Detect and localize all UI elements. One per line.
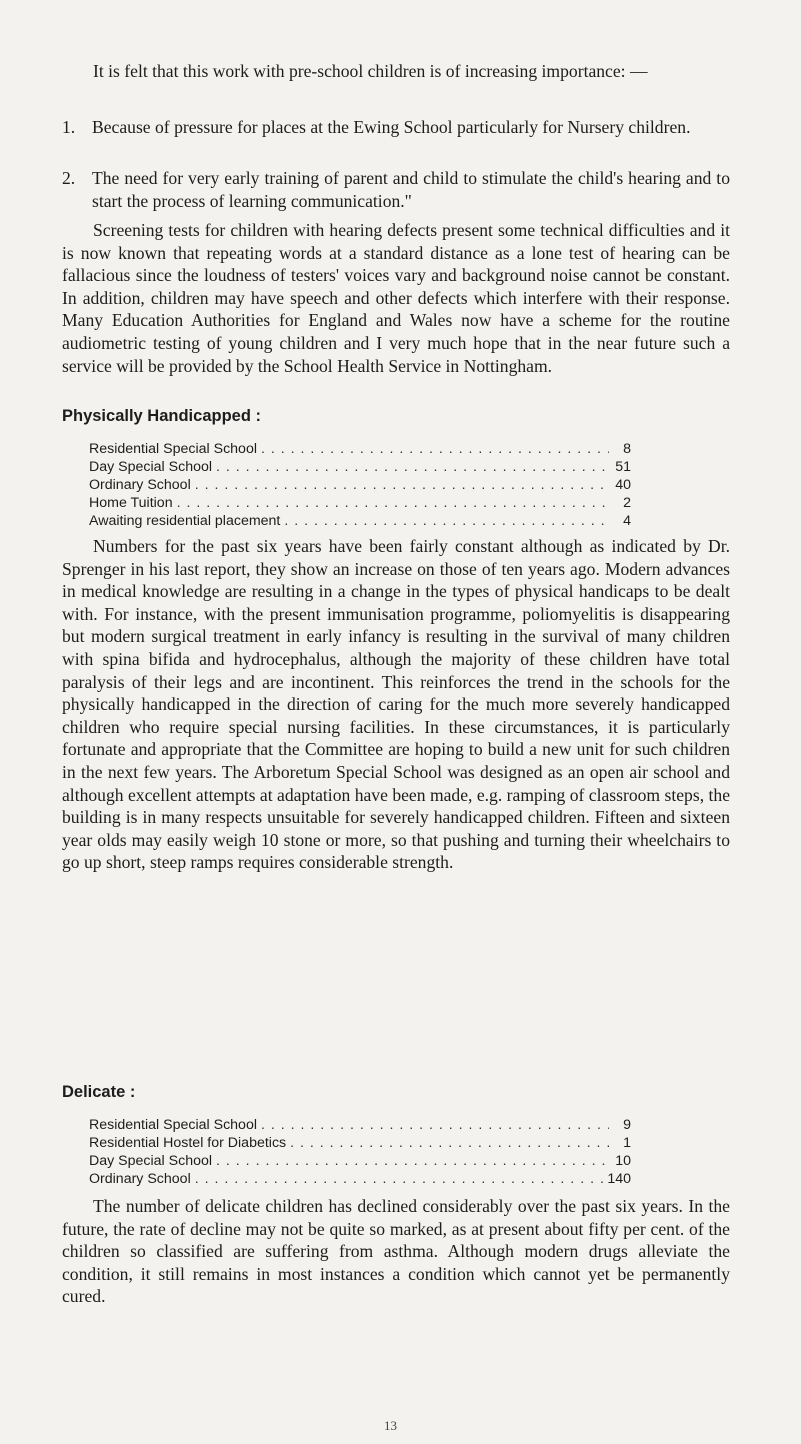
leader-dots: [286, 1134, 609, 1152]
list-item-text: The need for very early training of parent and child to stimulate the child's hearing and to start the process of learning communication.": [92, 168, 730, 211]
row-value: 40: [615, 477, 631, 494]
leader-dots: [212, 1152, 609, 1170]
table-row: [89, 476, 631, 494]
page-number: 13: [384, 1418, 397, 1433]
list-item-text: Because of pressure for places at the Ewing School particularly for Nursery children.: [92, 117, 691, 137]
physically-handicapped-paragraph: Numbers for the past six years have been fairly constant although as indicated by Dr. Sprenger in his last report, they show an increase on those of ten years ago. Modern advances in medical knowledge are resulting in a change in the types of physical handicaps to be dealt with. For instance, with the present immunisation programme, poliomyelitis is disappearing but modern surgical treatment in early infancy is resulting in the survival of many children with spina bifida and hydrocephalus, although the majority of these children have total paralysis of their legs and are incontinent. This reinforces the trend in the schools for the physically handicapped in the direction of caring for the much more severely handicapped children who require special nursing facilities. In these circumstances, it is particularly fortunate and appropriate that the Committee are hoping to build a new unit for such children in the next few years. The Arboretum Special School was designed as an open air school and although excellent attempts at adaptation have been made, e.g. ramping of classroom steps, the building is in many respects unsuitable for severely handicapped children. Fifteen and sixteen year olds may easily weigh 10 stone or more, so that pushing and turning their wheelchairs to go up short, steep ramps requires considerable strength.: [62, 536, 730, 873]
physically-handicapped-table: [89, 440, 631, 530]
row-value: 9: [623, 1117, 631, 1133]
row-value: 140: [607, 1171, 631, 1188]
row-value: 2: [623, 495, 631, 512]
row-value: 51: [615, 459, 631, 476]
row-value: 10: [615, 1153, 631, 1170]
delicate-paragraph: The number of delicate children has declined considerably over the past six years. In the future, the rate of decline may not be quite so marked, as at present about fifty per cent. of the children so classified are suffering from asthma. Although modern drugs alleviate the condition, it still remains in most instances a condition which cannot yet be permanently cured.: [62, 1196, 730, 1307]
leader-dots: [257, 440, 609, 458]
leader-dots: [257, 1116, 609, 1134]
leader-dots: [212, 458, 609, 476]
table-row: [89, 1170, 631, 1188]
row-label: Home Tuition: [89, 495, 173, 512]
row-label: Awaiting residential placement: [89, 513, 281, 530]
screening-paragraph: Screening tests for children with hearing defects present some technical difficulties and it is now known that repeating words at a standard distance as a lone test of hearing can be fallacious since the loudness of testers' voices vary and background noise cannot be constant. In addition, children may have speech and other defects which interfere with their response. Many Education Authorities for England and Wales now have a scheme for the routine audiometric testing of young children and I very much hope that in the near future such a service will be provided by the School Health Service in Nottingham.: [62, 220, 730, 376]
row-label: Residential Special School: [89, 1117, 257, 1133]
row-label: Ordinary School: [89, 1171, 191, 1188]
section-heading-physically-handicapped: Physically Handicapped :: [62, 407, 261, 425]
row-value: 1: [623, 1135, 631, 1152]
list-item-2: [62, 167, 730, 212]
row-value: 8: [623, 441, 631, 457]
leader-dots: [173, 494, 609, 512]
row-value: 4: [623, 513, 631, 530]
leader-dots: [280, 512, 609, 530]
table-row: [89, 512, 631, 530]
row-label: Residential Special School: [89, 441, 257, 457]
table-row: [89, 440, 631, 458]
table-row: [89, 1134, 631, 1152]
row-label: Day Special School: [89, 1153, 213, 1170]
table-row: [89, 1116, 631, 1134]
leader-dots: [191, 1170, 608, 1188]
row-label: Residential Hostel for Diabetics: [89, 1135, 287, 1152]
row-label: Ordinary School: [89, 477, 191, 494]
table-row: [89, 1152, 631, 1170]
list-item-1: [62, 116, 730, 139]
leader-dots: [191, 476, 609, 494]
table-row: [89, 458, 631, 476]
list-item-number: 2.: [62, 168, 76, 188]
intro-paragraph: It is felt that this work with pre-school children is of increasing importance: —: [93, 61, 648, 81]
row-label: Day Special School: [89, 459, 213, 476]
section-heading-delicate: Delicate :: [62, 1083, 136, 1101]
delicate-table: [89, 1116, 631, 1188]
list-item-number: 1.: [62, 117, 76, 137]
table-row: [89, 494, 631, 512]
